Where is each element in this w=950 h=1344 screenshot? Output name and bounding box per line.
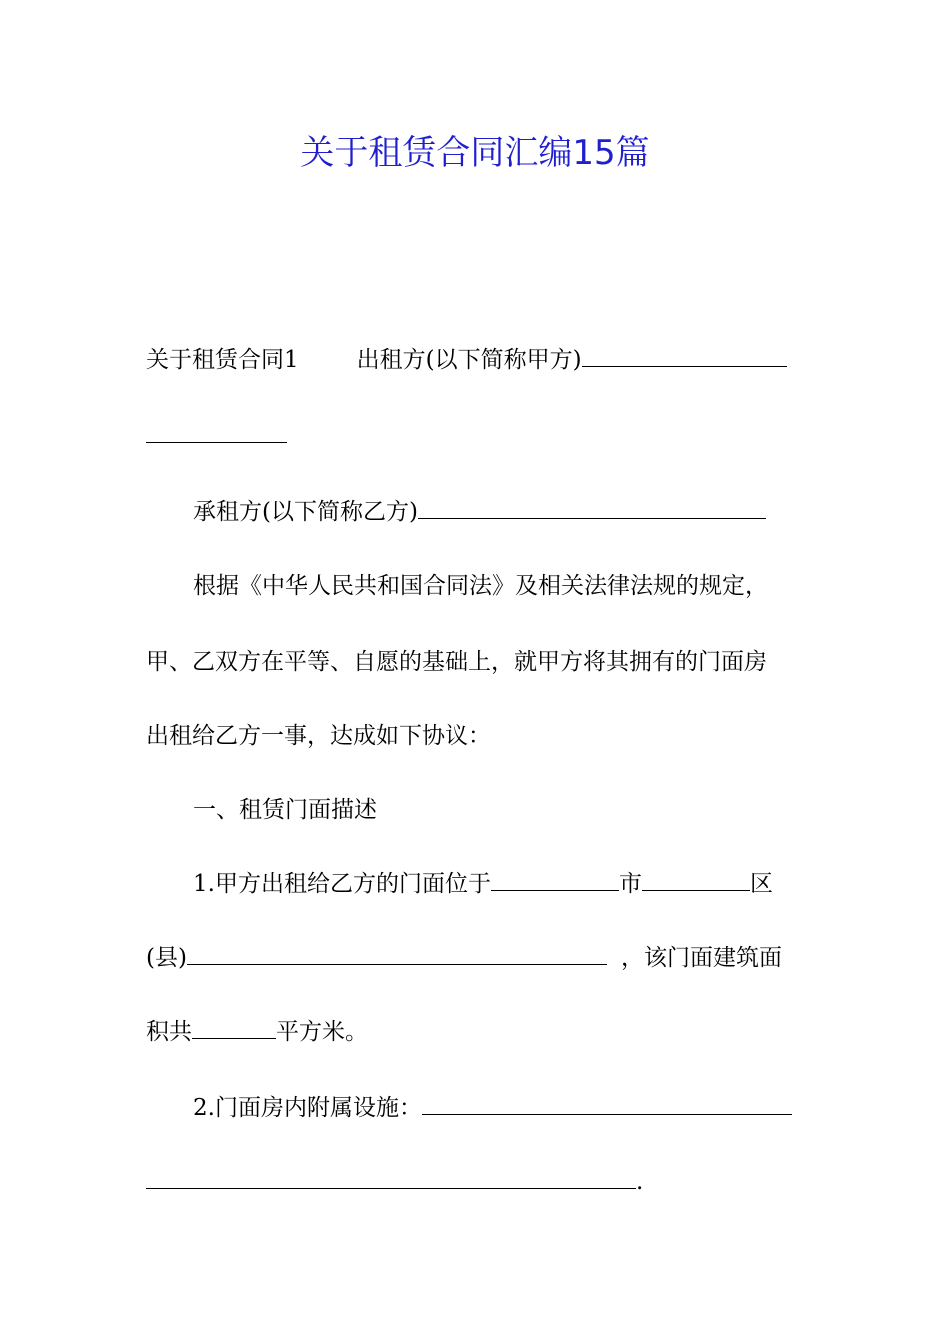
city-label: 市: [618, 871, 642, 897]
item2-label: 2.门面房内附属设施：: [193, 1095, 422, 1121]
section-heading: 关于租赁合同1: [146, 347, 299, 373]
item2-end: .: [636, 1169, 644, 1195]
intro-line-1: 根据《中华人民共和国合同法》及相关法律法规的规定，: [193, 573, 768, 599]
area-blank: [192, 1020, 276, 1039]
document-title: 关于租赁合同汇编15篇: [300, 133, 650, 173]
lessor-blank-continued: [146, 420, 287, 452]
lessee-line: [193, 496, 766, 528]
item1-prefix: 1.甲方出租给乙方的门面位于: [193, 871, 491, 897]
item2-line-2: [146, 1166, 643, 1198]
area-unit: 平方米。: [276, 1019, 368, 1045]
lessee-label: 承租方(以下简称乙方): [193, 499, 418, 525]
district-blank: [642, 872, 750, 891]
article1-heading: 一、租赁门面描述: [193, 797, 377, 823]
item1-line-1: [193, 868, 773, 900]
district-label: 区: [749, 871, 773, 897]
county-blank: [187, 946, 607, 965]
county-label: (县): [146, 945, 187, 971]
city-blank: [491, 872, 619, 891]
lessor-label: 出租方(以下简称甲方): [356, 347, 582, 373]
area-prefix: 积共: [146, 1019, 192, 1045]
lessor-line: [146, 344, 787, 376]
intro-line-3: 出租给乙方一事，达成如下协议：: [146, 723, 491, 749]
item1-line-2: [146, 942, 782, 974]
facilities-blank: [422, 1096, 792, 1115]
intro-line-2: 甲、乙双方在平等、自愿的基础上，就甲方将其拥有的门面房: [146, 649, 767, 675]
item1-line-3: [146, 1016, 368, 1048]
item2-line-1: [193, 1092, 792, 1124]
lessee-blank: [418, 500, 766, 519]
facilities-blank-continued: [146, 1170, 636, 1189]
lessor-blank: [582, 348, 787, 367]
area-text: ，该门面建筑面: [620, 945, 782, 971]
